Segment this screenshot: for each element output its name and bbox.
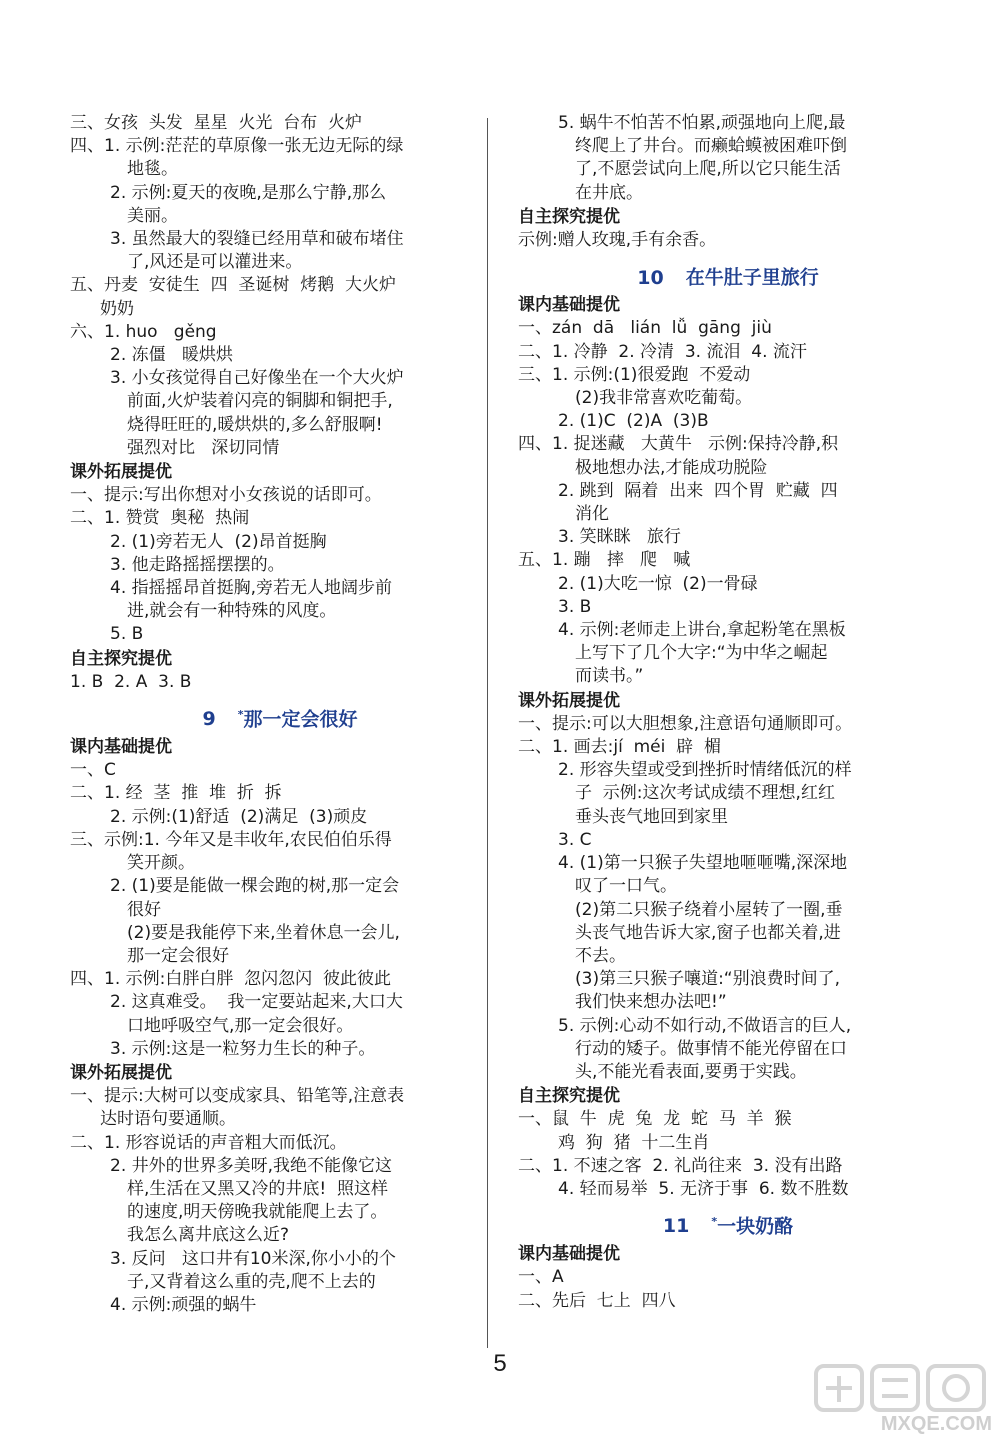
section-heading: 课外拓展提优	[70, 1062, 172, 1083]
answer-line: 3. 他走路摇摇摆摆的。	[110, 554, 285, 575]
lesson-title	[70, 700, 490, 730]
answer-line: 不去。	[575, 945, 626, 966]
lesson-number: 10	[637, 266, 664, 289]
answer-line: 一、提示:大树可以变成家具、铅笔等,注意表	[70, 1086, 405, 1107]
answer-line: 2. 这真难受。 我一定要站起来,大口大	[110, 992, 403, 1013]
answer-line: 示例:赠人玫瑰,手有余香。	[518, 230, 717, 251]
lesson-mark: *	[237, 708, 244, 722]
answer-line: 垂头丧气地回到家里	[575, 806, 728, 827]
answer-line: 强烈对比 深切同情	[127, 437, 280, 458]
answer-line: 三、1. 示例:(1)很爱跑 不爱动	[518, 364, 751, 385]
section-heading: 自主探究提优	[518, 206, 620, 227]
answer-line: 叹了一口气。	[575, 876, 677, 897]
answer-line: 很好	[127, 899, 161, 920]
answer-line: 4. 示例:顽强的蜗牛	[110, 1294, 257, 1315]
lesson-number: 9	[202, 708, 216, 731]
answer-line: 进,就会有一种特殊的风度。	[127, 601, 337, 622]
section-heading: 课外拓展提优	[518, 690, 620, 711]
answer-line: 一、提示:写出你想对小女孩说的话即可。	[70, 485, 382, 506]
answer-line: 一、zán dā lián lǚ gāng jiù	[518, 318, 772, 339]
left-column	[70, 112, 490, 1317]
lesson-title	[518, 1207, 938, 1237]
answer-line: 三、女孩 头发 星星 火光 台布 火炉	[70, 113, 363, 133]
answer-line: 笑开颜。	[127, 853, 195, 874]
answer-line: 4. (1)第一只猴子失望地咂咂嘴,深深地	[558, 853, 848, 874]
answer-line: 一、鼠 牛 虎 兔 龙 蛇 马 羊 猴	[518, 1109, 792, 1130]
section-heading: 自主探究提优	[518, 1086, 620, 1107]
answer-line: 2. (1)大吃一惊 (2)一骨碌	[558, 573, 758, 594]
page-number: 5	[493, 1350, 507, 1377]
answer-line: 4. 轻而易举 5. 无济于事 6. 数不胜数	[558, 1178, 849, 1199]
answer-line: (2)要是我能停下来,坐着休息一会儿,	[127, 922, 400, 943]
answer-line: 一、C	[70, 760, 116, 781]
answer-line: 那一定会很好	[127, 945, 229, 966]
answer-line: 2. 示例:夏天的夜晚,是那么宁静,那么	[110, 182, 387, 203]
answer-line: 样,生活在又黑又冷的井底! 照这样	[127, 1178, 389, 1199]
answer-line: 我们快来想办法吧!”	[575, 992, 727, 1013]
answer-line: 2. 跳到 隔着 出来 四个胃 贮藏 四	[558, 480, 838, 501]
answer-line: 5. 示例:心动不如行动,不做语言的巨人,	[558, 1015, 852, 1036]
lesson-number: 11	[662, 1215, 690, 1238]
right-column	[518, 112, 938, 1313]
lesson-title-text: 在牛肚子里旅行	[685, 266, 819, 289]
answer-line: 达时语句要通顺。	[100, 1109, 236, 1130]
answer-line: 烧得旺旺的,暖烘烘的,多么舒服啊!	[127, 414, 383, 435]
answer-line: 一、提示:可以大胆想象,注意语句通顺即可。	[518, 713, 853, 734]
answer-line: 我怎么离井底这么近?	[127, 1225, 290, 1246]
lesson-title	[518, 258, 938, 288]
lesson-title-text: 一块奶酪	[717, 1215, 794, 1238]
watermark-text: MXQE.COM	[880, 1413, 992, 1435]
lesson-title-text: 那一定会很好	[243, 708, 358, 731]
answer-line: 而读书。”	[575, 666, 644, 687]
answer-line: 一、A	[518, 1267, 564, 1288]
answer-line: 五、1. 蹦 摔 爬 喊	[518, 550, 691, 571]
answer-line: 终爬上了井台。而癞蛤蟆被困难吓倒	[575, 136, 847, 157]
answer-line: 了,不愿尝试向上爬,所以它只能生活	[575, 159, 841, 180]
answer-line: 二、1. 形容说话的声音粗大而低沉。	[70, 1132, 347, 1153]
answer-line: 3. 虽然最大的裂缝已经用草和破布堵住	[110, 229, 404, 250]
answer-line: 五、丹麦 安徒生 四 圣诞树 烤鹅 大火炉	[70, 275, 397, 296]
answer-line: 二、先后 七上 四八	[518, 1290, 676, 1311]
answer-line: 2. (1)C (2)A (3)B	[558, 411, 709, 432]
answer-line: 上写下了几个大字:“为中华之崛起	[575, 643, 828, 664]
answer-line: 4. 示例:老师走上讲台,拿起粉笔在黑板	[558, 620, 846, 641]
answer-line: 二、1. 冷静 2. 冷清 3. 流泪 4. 流汗	[518, 341, 807, 362]
answer-line: 2. 井外的世界多美呀,我绝不能像它这	[110, 1155, 393, 1176]
answer-line: 地毯。	[127, 159, 178, 180]
answer-line: 的速度,明天傍晚我就能爬上去了。	[127, 1202, 388, 1223]
answer-line: 四、1. 示例:茫茫的草原像一张无边无际的绿	[70, 136, 404, 157]
answer-line: 前面,火炉装着闪亮的铜脚和铜把手,	[127, 391, 393, 412]
answer-line: 2. 形容失望或受到挫折时情绪低沉的样	[558, 760, 852, 781]
section-heading: 课内基础提优	[70, 737, 172, 758]
answer-line: 1. B 2. A 3. B	[70, 671, 192, 692]
watermark-logo	[812, 1360, 992, 1436]
lesson-mark: *	[711, 1215, 718, 1229]
answer-line: 子,又背着这么重的壳,爬不上去的	[127, 1271, 376, 1292]
answer-line: 5. B	[110, 624, 144, 645]
answer-line: 3. B	[558, 596, 592, 617]
watermark-logo-icon	[812, 1360, 992, 1416]
answer-line: 3. 示例:这是一粒努力生长的种子。	[110, 1038, 376, 1059]
answer-line: 行动的矮子。做事情不能光停留在口	[575, 1038, 847, 1059]
answer-line: 二、1. 赞赏 奥秘 热闹	[70, 508, 250, 529]
section-heading: 自主探究提优	[70, 648, 172, 669]
section-heading: 课内基础提优	[518, 1244, 620, 1265]
answer-line: 二、1. 画去:jí méi 辟 楣	[518, 737, 721, 758]
answer-line: 六、1. huo gěng	[70, 321, 217, 342]
answer-line: (2)我非常喜欢吃葡萄。	[575, 388, 753, 409]
section-heading: 课外拓展提优	[70, 462, 172, 483]
column-divider	[487, 118, 488, 1348]
answer-line: 4. 指摇摇昂首挺胸,旁若无人地阔步前	[110, 578, 393, 599]
answer-line: 二、1. 不速之客 2. 礼尚往来 3. 没有出路	[518, 1155, 843, 1176]
answer-line: 了,风还是可以灌进来。	[127, 252, 303, 273]
answer-line: 3. 小女孩觉得自己好像坐在一个大火炉	[110, 368, 404, 389]
answer-line: 口地呼吸空气,那一定会很好。	[127, 1015, 354, 1036]
answer-line: 三、示例:1. 今年又是丰收年,农民伯伯乐得	[70, 829, 392, 850]
answer-line: 3. C	[558, 829, 592, 850]
answer-line: 二、1. 经 茎 推 堆 折 拆	[70, 783, 282, 804]
section-heading: 课内基础提优	[518, 295, 620, 316]
answer-line: 消化	[575, 504, 609, 525]
answer-line: 子 示例:这次考试成绩不理想,红红	[575, 783, 835, 804]
answer-line: 四、1. 捉迷藏 大黄牛 示例:保持冷静,积	[518, 434, 839, 455]
answer-line: 头,不能光看表面,要勇于实践。	[575, 1061, 807, 1082]
answer-line: 2. (1)要是能做一棵会跑的树,那一定会	[110, 876, 400, 897]
answer-line: 在井底。	[575, 182, 643, 203]
answer-line: 鸡 狗 猪 十二生肖	[558, 1132, 710, 1153]
answer-line: 美丽。	[127, 205, 178, 226]
answer-line: (3)第三只猴子嚷道:“别浪费时间了,	[575, 969, 841, 990]
answer-line: 极地想办法,才能成功脱险	[575, 457, 768, 478]
answer-line: 头丧气地告诉大家,窗子也都关着,进	[575, 922, 841, 943]
answer-line: 2. (1)旁若无人 (2)昂首挺胸	[110, 531, 327, 552]
answer-line: 2. 示例:(1)舒适 (2)满足 (3)顽皮	[110, 806, 368, 827]
answer-line: 2. 冻僵 暖烘烘	[110, 345, 233, 366]
answer-line: 3. 笑眯眯 旅行	[558, 527, 681, 548]
answer-line: (2)第二只猴子绕着小屋转了一圈,垂	[575, 899, 843, 920]
answer-line: 5. 蜗牛不怕苦不怕累,顽强地向上爬,最	[558, 113, 846, 133]
answer-line: 3. 反问 这口井有10米深,你小小的个	[110, 1248, 396, 1269]
answer-line: 奶奶	[100, 298, 134, 319]
answer-line: 四、1. 示例:白胖白胖 忽闪忽闪 彼此彼此	[70, 969, 391, 990]
